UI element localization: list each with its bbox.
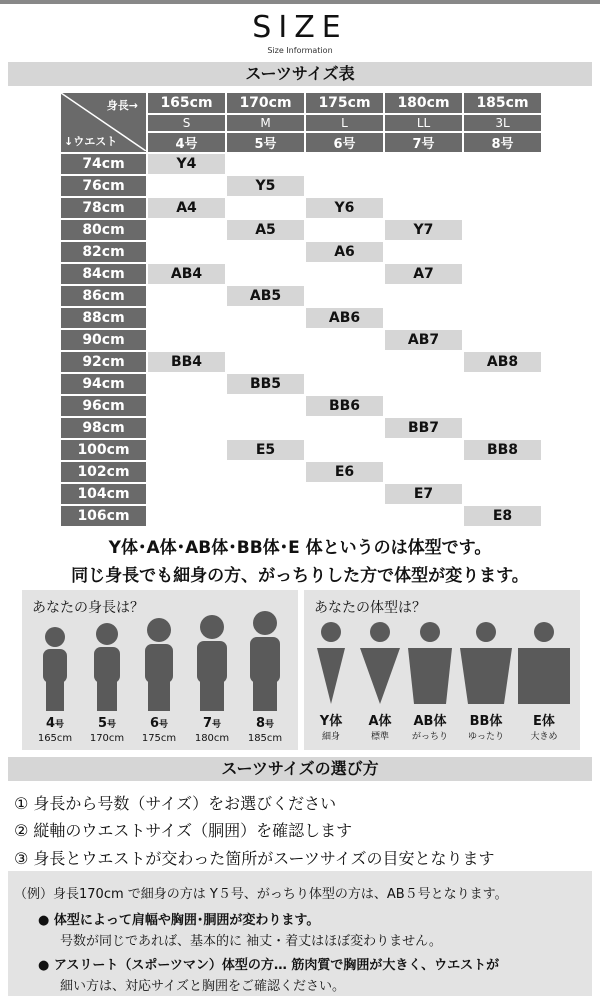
empty-cell	[385, 462, 462, 482]
column-number: 8号	[464, 133, 541, 152]
size-table	[59, 91, 543, 528]
e-body-icon	[518, 622, 570, 704]
empty-cell	[227, 462, 304, 482]
how-to-heading: スーツサイズの選び方	[8, 757, 592, 781]
person-icon	[43, 627, 67, 711]
table-row	[61, 308, 541, 328]
waist-cell: 104cm	[61, 484, 146, 504]
height-figure-cm: 170cm	[89, 733, 125, 744]
y-body-icon	[317, 622, 345, 704]
column-height: 165cm	[148, 93, 225, 113]
example-line: （例）身長170cm で細身の方は Y５号、がっちり体型の方は、AB５号となります。	[14, 887, 508, 902]
size-code-cell: AB5	[227, 286, 304, 306]
size-code-cell: E5	[227, 440, 304, 460]
empty-cell	[227, 264, 304, 284]
size-code-cell: Y4	[148, 154, 225, 174]
empty-cell	[227, 352, 304, 372]
empty-cell	[464, 396, 541, 416]
size-code-cell: BB5	[227, 374, 304, 394]
empty-cell	[385, 198, 462, 218]
empty-cell	[385, 176, 462, 196]
empty-cell	[148, 286, 225, 306]
table-row	[61, 396, 541, 416]
column-size: S	[148, 115, 225, 131]
empty-cell	[464, 418, 541, 438]
empty-cell	[385, 154, 462, 174]
body-type-desc: 標準	[370, 732, 389, 742]
body-type-name: E体	[533, 714, 555, 729]
column-number: 5号	[227, 133, 304, 152]
empty-cell	[227, 396, 304, 416]
empty-cell	[227, 308, 304, 328]
empty-cell	[306, 220, 383, 240]
empty-cell	[148, 220, 225, 240]
table-row	[61, 198, 541, 218]
column-size: LL	[385, 115, 462, 131]
waist-cell: 82cm	[61, 242, 146, 262]
empty-cell	[385, 242, 462, 262]
body-type-name: BB体	[469, 714, 503, 729]
empty-cell	[385, 374, 462, 394]
empty-cell	[148, 506, 225, 526]
top-rule	[0, 0, 600, 4]
height-figure-label: 5号	[97, 716, 117, 731]
note-athlete: ● アスリート（スポーツマン）体型の方… 筋肉質で胸囲が大きく、ウエストが	[38, 958, 500, 973]
empty-cell	[148, 176, 225, 196]
height-panel-title: あなたの身長は？	[32, 600, 144, 616]
empty-cell	[464, 176, 541, 196]
size-code-cell: AB8	[464, 352, 541, 372]
body-type-desc: ゆったり	[468, 732, 504, 742]
person-icon	[145, 618, 173, 711]
table-row	[61, 242, 541, 262]
column-height: 170cm	[227, 93, 304, 113]
size-code-cell: E8	[464, 506, 541, 526]
waist-cell: 98cm	[61, 418, 146, 438]
waist-cell: 76cm	[61, 176, 146, 196]
body-type-desc: 細身	[321, 732, 340, 742]
empty-cell	[385, 352, 462, 372]
a-body-icon	[360, 622, 400, 704]
empty-cell	[227, 418, 304, 438]
body-type-note-1: Y体･A体･AB体･BB体･E 体というのは体型です。	[108, 538, 492, 558]
empty-cell	[148, 396, 225, 416]
empty-cell	[464, 242, 541, 262]
waist-cell: 88cm	[61, 308, 146, 328]
column-number: 6号	[306, 133, 383, 152]
person-icon	[197, 615, 227, 711]
waist-cell: 78cm	[61, 198, 146, 218]
size-code-cell: Y7	[385, 220, 462, 240]
size-code-cell: A7	[385, 264, 462, 284]
waist-cell: 80cm	[61, 220, 146, 240]
table-row	[61, 418, 541, 438]
body-type-panel-title: あなたの体型は？	[314, 600, 426, 616]
size-code-cell: A5	[227, 220, 304, 240]
height-figure-cm: 185cm	[247, 733, 283, 744]
empty-cell	[306, 374, 383, 394]
body-type-name: Y体	[319, 714, 343, 729]
step-1: ① 身長から号数（サイズ）をお選びください	[14, 794, 337, 813]
page-title: SIZE	[252, 10, 348, 45]
size-code-cell: Y5	[227, 176, 304, 196]
column-number: 4号	[148, 133, 225, 152]
body-type-panel	[304, 590, 580, 750]
table-row	[61, 286, 541, 306]
size-code-cell: E6	[306, 462, 383, 482]
empty-cell	[464, 198, 541, 218]
size-code-cell: BB4	[148, 352, 225, 372]
size-table-heading: スーツサイズ表	[8, 62, 592, 86]
empty-cell	[464, 220, 541, 240]
empty-cell	[306, 506, 383, 526]
empty-cell	[385, 286, 462, 306]
empty-cell	[227, 242, 304, 262]
empty-cell	[464, 484, 541, 504]
empty-cell	[306, 176, 383, 196]
bb-body-icon	[460, 622, 512, 704]
waist-cell: 96cm	[61, 396, 146, 416]
page-subtitle: Size Information	[267, 46, 333, 55]
empty-cell	[464, 286, 541, 306]
table-row	[61, 352, 541, 372]
empty-cell	[227, 154, 304, 174]
person-icon	[94, 623, 120, 711]
size-code-cell: AB6	[306, 308, 383, 328]
empty-cell	[306, 154, 383, 174]
empty-cell	[385, 440, 462, 460]
empty-cell	[227, 506, 304, 526]
empty-cell	[148, 308, 225, 328]
empty-cell	[306, 484, 383, 504]
height-figure-label: 8号	[255, 716, 275, 731]
table-row	[61, 220, 541, 240]
table-row	[61, 154, 541, 174]
body-type-name: AB体	[413, 714, 447, 729]
column-number: 7号	[385, 133, 462, 152]
waist-cell: 94cm	[61, 374, 146, 394]
empty-cell	[385, 308, 462, 328]
table-row	[61, 264, 541, 284]
waist-cell: 100cm	[61, 440, 146, 460]
empty-cell	[464, 374, 541, 394]
note-athlete-check: 細い方は、対応サイズと胸囲をご確認ください。	[60, 979, 345, 994]
example-box	[8, 871, 592, 996]
empty-cell	[464, 462, 541, 482]
size-code-cell: Y6	[306, 198, 383, 218]
size-code-cell: E7	[385, 484, 462, 504]
step-2: ② 縦軸のウエストサイズ（胴囲）を確認します	[14, 821, 353, 840]
empty-cell	[464, 308, 541, 328]
person-icon	[250, 611, 280, 711]
body-type-desc: 大きめ	[530, 732, 558, 742]
empty-cell	[148, 418, 225, 438]
corner-waist-label: ↓ウエスト	[64, 135, 118, 148]
empty-cell	[148, 462, 225, 482]
empty-cell	[148, 330, 225, 350]
height-figure-label: 6号	[149, 716, 169, 731]
waist-cell: 92cm	[61, 352, 146, 372]
empty-cell	[148, 484, 225, 504]
height-figure-label: 7号	[202, 716, 222, 731]
table-row	[61, 176, 541, 196]
size-code-cell: BB8	[464, 440, 541, 460]
table-row	[61, 374, 541, 394]
empty-cell	[306, 286, 383, 306]
empty-cell	[385, 396, 462, 416]
waist-cell: 84cm	[61, 264, 146, 284]
height-figure-cm: 175cm	[141, 733, 177, 744]
column-height: 180cm	[385, 93, 462, 113]
column-size: L	[306, 115, 383, 131]
body-type-name: A体	[368, 714, 392, 729]
height-figure-cm: 180cm	[194, 733, 230, 744]
waist-cell: 74cm	[61, 154, 146, 174]
size-code-cell: A6	[306, 242, 383, 262]
size-code-cell: AB7	[385, 330, 462, 350]
empty-cell	[306, 264, 383, 284]
size-code-cell: BB6	[306, 396, 383, 416]
empty-cell	[148, 242, 225, 262]
waist-cell: 102cm	[61, 462, 146, 482]
waist-cell: 86cm	[61, 286, 146, 306]
column-height: 175cm	[306, 93, 383, 113]
body-type-desc: がっちり	[411, 732, 448, 742]
table-row	[61, 462, 541, 482]
step-3: ③ 身長とウエストが交わった箇所がスーツサイズの目安となります	[14, 849, 495, 868]
height-figure-label: 4号	[45, 716, 65, 731]
column-height: 185cm	[464, 93, 541, 113]
empty-cell	[464, 264, 541, 284]
table-row	[61, 484, 541, 504]
table-row	[61, 330, 541, 350]
column-size: M	[227, 115, 304, 131]
empty-cell	[306, 440, 383, 460]
table-corner	[61, 93, 146, 152]
table-row	[61, 506, 541, 526]
size-code-cell: BB7	[385, 418, 462, 438]
height-figure-cm: 165cm	[37, 733, 73, 744]
empty-cell	[464, 154, 541, 174]
table-row	[61, 440, 541, 460]
empty-cell	[385, 506, 462, 526]
size-code-cell: AB4	[148, 264, 225, 284]
empty-cell	[148, 440, 225, 460]
empty-cell	[306, 330, 383, 350]
empty-cell	[464, 330, 541, 350]
empty-cell	[306, 418, 383, 438]
body-type-note-2: 同じ身長でも細身の方、がっちりした方で体型が変ります。	[71, 566, 529, 586]
height-panel	[22, 590, 298, 750]
size-code-cell: A4	[148, 198, 225, 218]
waist-cell: 106cm	[61, 506, 146, 526]
ab-body-icon	[408, 622, 452, 704]
empty-cell	[306, 352, 383, 372]
corner-height-label: 身長→	[106, 99, 138, 112]
empty-cell	[227, 330, 304, 350]
empty-cell	[148, 374, 225, 394]
waist-cell: 90cm	[61, 330, 146, 350]
column-size: 3L	[464, 115, 541, 131]
empty-cell	[227, 484, 304, 504]
empty-cell	[227, 198, 304, 218]
note-shape-change: ● 体型によって肩幅や胸囲･胴囲が変わります。	[38, 913, 320, 928]
note-sleeve-length: 号数が同じであれば、基本的に 袖丈・着丈はほぼ変わりません。	[60, 934, 442, 949]
